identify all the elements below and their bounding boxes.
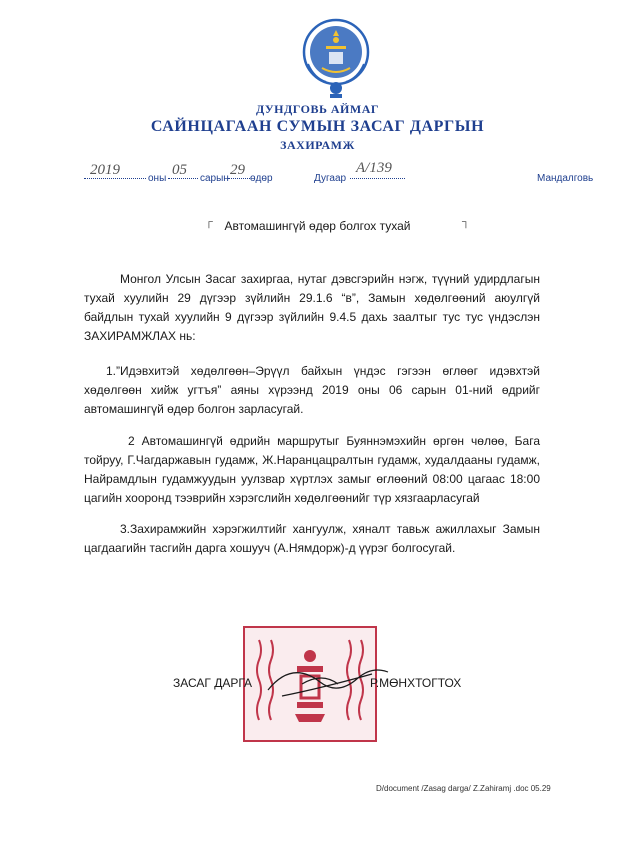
province-name: ДУНДГОВЬ АЙМАГ <box>255 102 380 116</box>
date-month: 05 <box>172 162 187 178</box>
date-year: 2019 <box>90 162 120 178</box>
subject-corner-right: ┐ <box>462 216 470 228</box>
signatory-name: Р.МӨНХТОГТОХ <box>370 676 462 690</box>
day-label: өдөр <box>250 173 273 184</box>
office-title: САЙНЦАГААН СУМЫН ЗАСАГ ДАРГЫН <box>150 118 485 135</box>
clause-3: 3.Захирамжийн хэрэгжилтийг хангуулж, хяналт тавьж ажиллахыг Замын цагдаагийн тасгийн дарга хошууч (А.Нямдорж)-д үүрэг болгосугай. <box>84 522 540 555</box>
signatory-title: ЗАСАГ ДАРГА <box>173 676 253 690</box>
subject-line: Автомашингүй өдөр болгох тухай <box>224 219 411 233</box>
subject-corner-left: ┌ <box>205 216 213 228</box>
clause-1: 1.”Идэвхитэй хөдөлгөөн–Эрүүл байхын үндэс гэгээн өглөөг идэвхтэй хөдөлгөөн хийж угтъя” аяны хүрээнд 2019 оны 06 сарын 01-ний өдрийг автомашингүй өдөр болгон зарласугай. <box>84 364 540 416</box>
date-day: 29 <box>230 162 245 178</box>
place-name: Мандалговь <box>537 173 594 184</box>
file-path-footer: D/document /Zasag darga/ Z.Zahiramj .doc 05.29 <box>376 784 551 793</box>
order-number: А/139 <box>356 160 392 176</box>
year-label: оны <box>148 173 167 184</box>
document-type: ЗАХИРАМЖ <box>280 138 355 152</box>
preamble-paragraph: Монгол Улсын Засаг захиргаа, нутаг дэвсгэрийн нэгж, түүний удирдлагын тухай хуулийн 29 дүгээр зүйлийн 29.1.6 “в”, Замын хөдөлгөөний аюулгүй байдлын тухай хуулийн 9 дүгээр зүйлийн 9.4.5 дахь заалтыг тус тус үндэслэн ЗАХИРАМЖЛАХ нь: <box>84 272 540 343</box>
clause-2: 2 Автомашингүй өдрийн маршрутыг Буяннэмэхийн өргөн чөлөө, Бага тойруу, Г.Чагдаржавын гудамж, Ж.Наранцацралтын гудамж, худалдааны гудамж, Найрамдлын гудамжуудын уулзвар хүртлэх замыг өглөөний 08:00 цагаас 18:00 цагийн хооронд тээврийн хэрэгслийн хөдөлгөөнийг түр хязгаарласугай <box>84 434 540 505</box>
number-label: Дугаар <box>314 173 347 184</box>
month-label: сарын <box>200 173 229 184</box>
date-line <box>0 160 635 190</box>
state-emblem <box>300 12 372 100</box>
